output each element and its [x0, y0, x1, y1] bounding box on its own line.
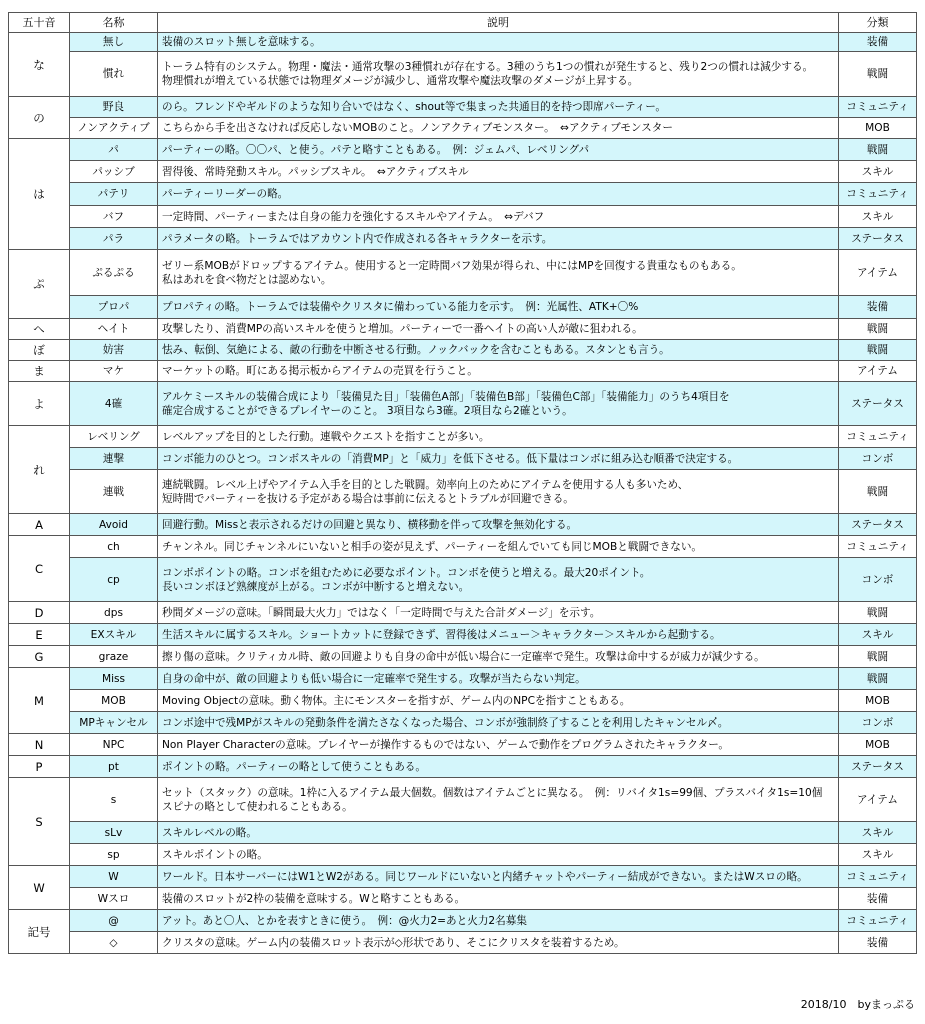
category-cell: コミュニティ — [839, 183, 917, 206]
table-row — [9, 734, 917, 756]
description-cell: 連続戦闘。レベル上げやアイテム入手を目的とした戦闘。効率向上のためにアイテムを使用する人も多いため、 短時間でパーティーを抜ける予定がある場合は事前に伝えるとトラブルが回避できる。 — [158, 470, 839, 514]
description-cell: スキルポイントの略。 — [158, 844, 839, 866]
name-cell: パ — [70, 139, 158, 161]
category-cell: アイテム — [839, 778, 917, 822]
description-cell: レベルアップを目的とした行動。連戦やクエストを指すことが多い。 — [158, 426, 839, 448]
kana-cell: G — [9, 646, 70, 668]
table-row — [9, 470, 917, 514]
table-row — [9, 118, 917, 139]
name-cell: ch — [70, 536, 158, 558]
name-cell: s — [70, 778, 158, 822]
name-cell: NPC — [70, 734, 158, 756]
header-row — [9, 13, 917, 33]
description-cell: 装備のスロットが2枠の装備を意味する。Wと略すこともある。 — [158, 888, 839, 910]
name-cell: パッシブ — [70, 161, 158, 183]
name-cell: ノンアクティブ — [70, 118, 158, 139]
kana-cell: ま — [9, 361, 70, 382]
category-cell: コミュニティ — [839, 910, 917, 932]
category-cell: 装備 — [839, 33, 917, 52]
name-cell: 無し — [70, 33, 158, 52]
name-cell: 慣れ — [70, 52, 158, 97]
category-cell: MOB — [839, 734, 917, 756]
category-cell: アイテム — [839, 250, 917, 296]
table-row — [9, 888, 917, 910]
table-row — [9, 319, 917, 340]
description-cell: セット（スタック）の意味。1枠に入るアイテム最大個数。個数はアイテムごとに異なる。 例：リバイタ1s=99個、プラスバイタ1s=10個 スピナの略として使われることもある。 — [158, 778, 839, 822]
category-cell: MOB — [839, 690, 917, 712]
category-cell: ステータス — [839, 756, 917, 778]
name-cell: 妨害 — [70, 340, 158, 361]
description-cell: コンボポイントの略。コンボを組むために必要なポイント。コンボを使うと増える。最大20ポイント。 長いコンボほど熟練度が上がる。コンボが中断すると増えない。 — [158, 558, 839, 602]
table-row — [9, 340, 917, 361]
glossary-table — [8, 12, 917, 954]
kana-cell: A — [9, 514, 70, 536]
table-row — [9, 426, 917, 448]
category-cell: スキル — [839, 624, 917, 646]
header-description: 説明 — [158, 13, 839, 33]
description-cell: アルケミースキルの装備合成により「装備見た目」「装備色A部」「装備色B部」「装備色C部」「装備能力」のうち4項目を 確定合成することができるプレイヤーのこと。 3項目なら3確。2項目なら2確という。 — [158, 382, 839, 426]
kana-cell: へ — [9, 319, 70, 340]
category-cell: スキル — [839, 822, 917, 844]
table-row — [9, 756, 917, 778]
description-cell: 自身の命中が、敵の回避よりも低い場合に一定確率で発生する。攻撃が当たらない判定。 — [158, 668, 839, 690]
name-cell: 連戦 — [70, 470, 158, 514]
header-category: 分類 — [839, 13, 917, 33]
name-cell: ヘイト — [70, 319, 158, 340]
category-cell: ステータス — [839, 228, 917, 250]
kana-cell: ぷ — [9, 250, 70, 319]
header-kana: 五十音 — [9, 13, 70, 33]
description-cell: パーティーの略。〇〇パ、と使う。パテと略すこともある。 例：ジェムパ、レベリングパ — [158, 139, 839, 161]
name-cell: graze — [70, 646, 158, 668]
category-cell: 戦闘 — [839, 139, 917, 161]
description-cell: アット。あと〇人、とかを表すときに使う。 例：@火力2=あと火力2名募集 — [158, 910, 839, 932]
kana-cell: な — [9, 33, 70, 97]
table-row — [9, 139, 917, 161]
category-cell: スキル — [839, 161, 917, 183]
description-cell: Non Player Characterの意味。プレイヤーが操作するものではない、ゲームで動作をプログラムされたキャラクター。 — [158, 734, 839, 756]
name-cell: ◇ — [70, 932, 158, 954]
category-cell: 戦闘 — [839, 668, 917, 690]
category-cell: アイテム — [839, 361, 917, 382]
kana-cell: は — [9, 139, 70, 250]
kana-cell: れ — [9, 426, 70, 514]
kana-cell: ぼ — [9, 340, 70, 361]
name-cell: バフ — [70, 206, 158, 228]
table-row — [9, 932, 917, 954]
category-cell: コミュニティ — [839, 536, 917, 558]
description-cell: Moving Objectの意味。動く物体。主にモンスターを指すが、ゲーム内のNPCを指すこともある。 — [158, 690, 839, 712]
category-cell: ステータス — [839, 382, 917, 426]
kana-cell: S — [9, 778, 70, 866]
name-cell: パテリ — [70, 183, 158, 206]
category-cell: スキル — [839, 844, 917, 866]
category-cell: コンボ — [839, 712, 917, 734]
kana-cell: の — [9, 97, 70, 139]
table-row — [9, 778, 917, 822]
name-cell: sLv — [70, 822, 158, 844]
category-cell: 装備 — [839, 932, 917, 954]
name-cell: レベリング — [70, 426, 158, 448]
category-cell: スキル — [839, 206, 917, 228]
category-cell: 戦闘 — [839, 319, 917, 340]
description-cell: パーティーリーダーの略。 — [158, 183, 839, 206]
category-cell: ステータス — [839, 514, 917, 536]
table-row — [9, 183, 917, 206]
table-row — [9, 361, 917, 382]
table-row — [9, 624, 917, 646]
category-cell: コミュニティ — [839, 866, 917, 888]
name-cell: MPキャンセル — [70, 712, 158, 734]
name-cell: cp — [70, 558, 158, 602]
description-cell: 生活スキルに属するスキル。ショートカットに登録できず、習得後はメニュー＞キャラクター＞スキルから起動する。 — [158, 624, 839, 646]
description-cell: スキルレベルの略。 — [158, 822, 839, 844]
name-cell: 4確 — [70, 382, 158, 426]
table-row — [9, 250, 917, 296]
category-cell: 装備 — [839, 296, 917, 319]
name-cell: W — [70, 866, 158, 888]
footer-credit: 2018/10 byまっぷる — [800, 998, 915, 1011]
name-cell: Miss — [70, 668, 158, 690]
name-cell: マケ — [70, 361, 158, 382]
table-row — [9, 161, 917, 183]
description-cell: 秒間ダメージの意味。「瞬間最大火力」ではなく「一定時間で与えた合計ダメージ」を示す。 — [158, 602, 839, 624]
table-row — [9, 206, 917, 228]
table-row — [9, 712, 917, 734]
kana-cell: D — [9, 602, 70, 624]
table-row — [9, 558, 917, 602]
table-row — [9, 646, 917, 668]
category-cell: コミュニティ — [839, 426, 917, 448]
glossary-wrapper — [8, 12, 916, 954]
description-cell: プロパティの略。トーラムでは装備やクリスタに備わっている能力を示す。 例：光属性、ATK+〇% — [158, 296, 839, 319]
kana-cell: M — [9, 668, 70, 734]
table-row — [9, 690, 917, 712]
table-row — [9, 382, 917, 426]
description-cell: トーラム特有のシステム。物理・魔法・通常攻撃の3種慣れが存在する。3種のうち1つの慣れが発生すると、残り2つの慣れは減少する。 物理慣れが増えている状態では物理ダメージが減少し、通常攻撃や魔法攻撃のダメージが上昇する。 — [158, 52, 839, 97]
description-cell: パラメータの略。トーラムではアカウント内で作成される各キャラクターを示す。 — [158, 228, 839, 250]
name-cell: プロパ — [70, 296, 158, 319]
description-cell: 怯み、転倒、気絶による、敵の行動を中断させる行動。ノックバックを含むこともある。スタンとも言う。 — [158, 340, 839, 361]
description-cell: ポイントの略。パーティーの略として使うこともある。 — [158, 756, 839, 778]
table-row — [9, 228, 917, 250]
name-cell: パラ — [70, 228, 158, 250]
category-cell: 戦闘 — [839, 340, 917, 361]
name-cell: sp — [70, 844, 158, 866]
description-cell: コンボ途中で残MPがスキルの発動条件を満たさなくなった場合、コンボが強制終了することを利用したキャンセル〆。 — [158, 712, 839, 734]
name-cell: ぷるぷる — [70, 250, 158, 296]
description-cell: 習得後、常時発動スキル。パッシブスキル。 ⇔アクティブスキル — [158, 161, 839, 183]
table-row — [9, 866, 917, 888]
description-cell: のら。フレンドやギルドのような知り合いではなく、shout等で集まった共通目的を持つ即席パーティー。 — [158, 97, 839, 118]
table-row — [9, 822, 917, 844]
name-cell: 連撃 — [70, 448, 158, 470]
description-cell: マーケットの略。町にある掲示板からアイテムの売買を行うこと。 — [158, 361, 839, 382]
table-row — [9, 296, 917, 319]
category-cell: 戦闘 — [839, 52, 917, 97]
table-row — [9, 97, 917, 118]
table-row — [9, 668, 917, 690]
header-name: 名称 — [70, 13, 158, 33]
category-cell: コミュニティ — [839, 97, 917, 118]
name-cell: MOB — [70, 690, 158, 712]
category-cell: 装備 — [839, 888, 917, 910]
kana-cell: C — [9, 536, 70, 602]
table-row — [9, 448, 917, 470]
name-cell: EXスキル — [70, 624, 158, 646]
description-cell: 一定時間、パーティーまたは自身の能力を強化するスキルやアイテム。 ⇔デバフ — [158, 206, 839, 228]
name-cell: 野良 — [70, 97, 158, 118]
description-cell: ゼリー系MOBがドロップするアイテム。使用すると一定時間バフ効果が得られ、中にはMPを回復する貴重なものもある。 私はあれを食べ物だとは認めない。 — [158, 250, 839, 296]
description-cell: ワールド。日本サーバーにはW1とW2がある。同じワールドにいないと内緒チャットやパーティー結成ができない。またはWスロの略。 — [158, 866, 839, 888]
category-cell: 戦闘 — [839, 602, 917, 624]
category-cell: MOB — [839, 118, 917, 139]
table-row — [9, 52, 917, 97]
category-cell: 戦闘 — [839, 470, 917, 514]
kana-cell: よ — [9, 382, 70, 426]
name-cell: pt — [70, 756, 158, 778]
description-cell: 擦り傷の意味。クリティカル時、敵の回避よりも自身の命中が低い場合に一定確率で発生。攻撃は命中するが威力が減少する。 — [158, 646, 839, 668]
description-cell: コンボ能力のひとつ。コンボスキルの「消費MP」と「威力」を低下させる。低下量はコンボに組み込む順番で決定する。 — [158, 448, 839, 470]
description-cell: 攻撃したり、消費MPの高いスキルを使うと増加。パーティーで一番ヘイトの高い人が敵に狙われる。 — [158, 319, 839, 340]
table-row — [9, 602, 917, 624]
table-row — [9, 910, 917, 932]
description-cell: チャンネル。同じチャンネルにいないと相手の姿が見えず、パーティーを組んでいても同じMOBと戦闘できない。 — [158, 536, 839, 558]
category-cell: 戦闘 — [839, 646, 917, 668]
category-cell: コンボ — [839, 558, 917, 602]
table-row — [9, 536, 917, 558]
table-row — [9, 514, 917, 536]
description-cell: クリスタの意味。ゲーム内の装備スロット表示が◇形状であり、そこにクリスタを装着するため。 — [158, 932, 839, 954]
description-cell: 回避行動。Missと表示されるだけの回避と異なり、横移動を伴って攻撃を無効化する。 — [158, 514, 839, 536]
kana-cell: N — [9, 734, 70, 756]
category-cell: コンボ — [839, 448, 917, 470]
name-cell: Avoid — [70, 514, 158, 536]
name-cell: dps — [70, 602, 158, 624]
table-row — [9, 33, 917, 52]
kana-cell: E — [9, 624, 70, 646]
kana-cell: 記号 — [9, 910, 70, 954]
kana-cell: P — [9, 756, 70, 778]
glossary-body — [9, 33, 917, 954]
table-row — [9, 844, 917, 866]
kana-cell: W — [9, 866, 70, 910]
name-cell: @ — [70, 910, 158, 932]
description-cell: こちらから手を出さなければ反応しないMOBのこと。ノンアクティブモンスター。 ⇔アクティブモンスター — [158, 118, 839, 139]
name-cell: Wスロ — [70, 888, 158, 910]
description-cell: 装備のスロット無しを意味する。 — [158, 33, 839, 52]
